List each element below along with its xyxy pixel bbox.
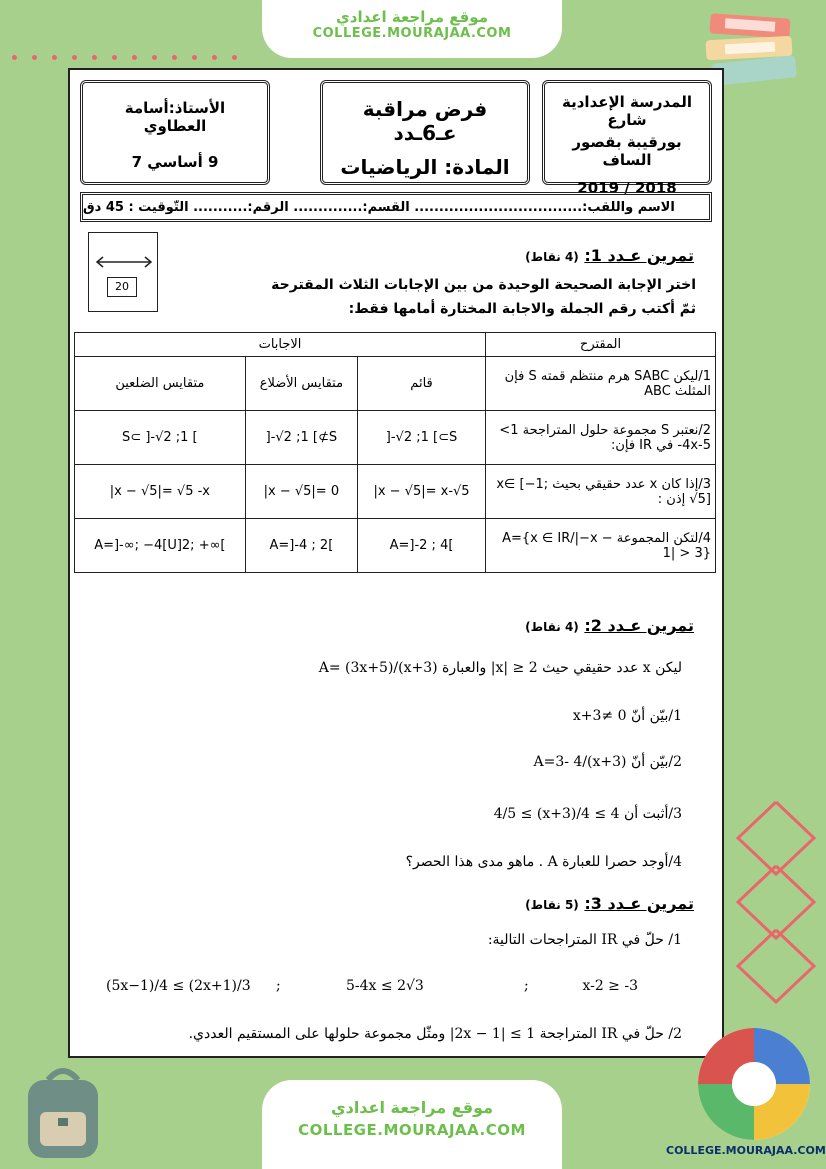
answer-cell[interactable]: |x − √5|= x-√5 bbox=[358, 465, 486, 519]
question-cell: 4/لتكن المجموعة A={x ∈ IR/|−x − 1| > 3} bbox=[486, 519, 716, 573]
exam-subject: المادة: الرياضيات bbox=[340, 155, 510, 179]
chevron-decoration-icon bbox=[736, 800, 816, 1010]
ex3-points: (5 نقاط) bbox=[525, 898, 579, 912]
school-year: 2019 / 2018 bbox=[577, 179, 677, 197]
school-box bbox=[542, 80, 712, 197]
answer-cell[interactable]: A=]-2 ; 4[ bbox=[358, 519, 486, 573]
ex3-inequality-1: x-2 ≥ -3 bbox=[582, 978, 638, 994]
exam-title-box bbox=[320, 80, 530, 185]
score-box bbox=[88, 232, 158, 312]
footer-site-name: موقع مراجعة اعدادي bbox=[330, 1098, 494, 1117]
ex2-title: تمرين عـدد 2: bbox=[584, 616, 694, 635]
answer-cell[interactable]: A=]-∞; −4[U]2; +∞[ bbox=[75, 519, 246, 573]
question-cell: 1/ليكن SABC هرم منتظم قمته S فإن المثلث ABC bbox=[486, 357, 716, 411]
ex2-q2: 2/بيّن أنّ A=3- 4/(x+3) bbox=[533, 754, 682, 770]
answer-cell[interactable]: S⊂ ]-√2 ;1 [ bbox=[75, 411, 246, 465]
answer-cell[interactable]: |x − √5|= √5 -x bbox=[75, 465, 246, 519]
footer-site-url[interactable]: COLLEGE.MOURAJAA.COM bbox=[298, 1121, 526, 1139]
footer-site-banner[interactable] bbox=[262, 1080, 562, 1169]
answer-cell[interactable]: |x − √5|= 0 bbox=[245, 465, 357, 519]
site-logo-wheel-icon bbox=[694, 1025, 814, 1143]
site-name: موقع مراجعة اعدادي bbox=[336, 8, 488, 26]
decorative-dots bbox=[12, 45, 262, 53]
table-row bbox=[75, 519, 716, 573]
site-url[interactable]: COLLEGE.MOURAJAA.COM bbox=[312, 26, 512, 41]
col-answers-header: الاجابات bbox=[75, 333, 486, 357]
backpack-icon bbox=[18, 1060, 108, 1160]
ex1-instruction-1: اختر الإجابة الصحيحة الوحيدة من بين الإجابات الثلاث المقترحة bbox=[271, 277, 696, 293]
score-total: 20 bbox=[107, 277, 137, 297]
double-arrow-icon bbox=[95, 255, 153, 269]
exam-header bbox=[80, 80, 712, 197]
exam-title: فرض مراقبة عـ6ـدد bbox=[362, 97, 488, 145]
ex2-points: (4 نقاط) bbox=[525, 620, 579, 634]
ex2-q4: 4/أوجد حصرا للعبارة A . ماهو مدى هذا الحصر؟ bbox=[405, 854, 682, 870]
ex3-inequality-2: 5-4x ≤ 2√3 bbox=[346, 978, 424, 994]
ex3-title: تمرين عـدد 3: bbox=[584, 894, 694, 913]
ex3-inequality-3: (5x−1)/4 ≤ (2x+1)/3 bbox=[106, 978, 251, 994]
answer-cell[interactable]: ]-√2 ;1 [⊂S bbox=[358, 411, 486, 465]
ex2-q1: 1/بيّن أنّ x+3≠ 0 bbox=[572, 708, 682, 724]
ex1-points: (4 نقاط) bbox=[525, 250, 579, 264]
answer-cell[interactable]: ]-√2 ;1 [⊄S bbox=[245, 411, 357, 465]
ex3-separator-2: ; bbox=[276, 978, 281, 994]
ex2-heading bbox=[525, 616, 694, 635]
ex3-heading bbox=[525, 894, 694, 913]
question-cell: 2/نعتبر S مجموعة حلول المتراجحة 1> 4x-5- في IR فإن: bbox=[486, 411, 716, 465]
question-cell: 3/إذا كان x عدد حقيقي بحيث x∈ [−1; √5] إذن : bbox=[486, 465, 716, 519]
ex3-q1: 1/ حلّ في IR المتراجحات التالية: bbox=[487, 932, 682, 948]
ex3-separator-1: ; bbox=[524, 978, 529, 994]
mcq-table bbox=[74, 332, 716, 573]
answer-cell[interactable]: متقايس الضلعين bbox=[75, 357, 246, 411]
answer-cell[interactable]: قائم bbox=[358, 357, 486, 411]
ex2-intro: ليكن x عدد حقيقي حيث 2 ≤ |x| والعبارة A= (3x+5)/(x+3) bbox=[318, 660, 682, 676]
answer-cell[interactable]: A=]-4 ; 2[ bbox=[245, 519, 357, 573]
ex1-instruction-2: ثمّ أكتب رقم الجملة والاجابة المختارة أمامها فقط: bbox=[348, 301, 696, 317]
school-line-2: بورقيبة بقصور الساف bbox=[572, 133, 682, 169]
col-proposal-header: المقترح bbox=[486, 333, 716, 357]
site-logo-text[interactable]: COLLEGE.MOURAJAA.COM bbox=[666, 1144, 826, 1157]
table-row bbox=[75, 357, 716, 411]
ex2-q3: 3/أثبت أن 4 ≥ 4/(x+3) ≥ 4/5 bbox=[493, 806, 682, 822]
teacher-box bbox=[80, 80, 270, 185]
teacher-name: الأستاذ:أسامة العطاوي bbox=[124, 99, 226, 135]
top-site-banner[interactable] bbox=[262, 0, 562, 58]
answer-cell[interactable]: متقايس الأضلاع bbox=[245, 357, 357, 411]
ex3-q2: 2/ حلّ في IR المتراجحة 1 ≥ |2x − 1| ومثّل مجموعة حلولها على المستقيم العددي. bbox=[188, 1026, 682, 1042]
student-info-row[interactable]: الاسم واللقب:.................................. القسم:.............. الرقم:........... التّوقيت : 45 دق bbox=[80, 192, 712, 222]
class-level: 9 أساسي 7 bbox=[131, 153, 219, 171]
exam-paper bbox=[68, 68, 724, 1058]
table-row bbox=[75, 465, 716, 519]
ex1-heading bbox=[525, 246, 694, 265]
ex1-title: تمرين عـدد 1: bbox=[584, 246, 694, 265]
table-row bbox=[75, 411, 716, 465]
school-line-1: المدرسة الإعدادية شارع bbox=[562, 93, 692, 129]
